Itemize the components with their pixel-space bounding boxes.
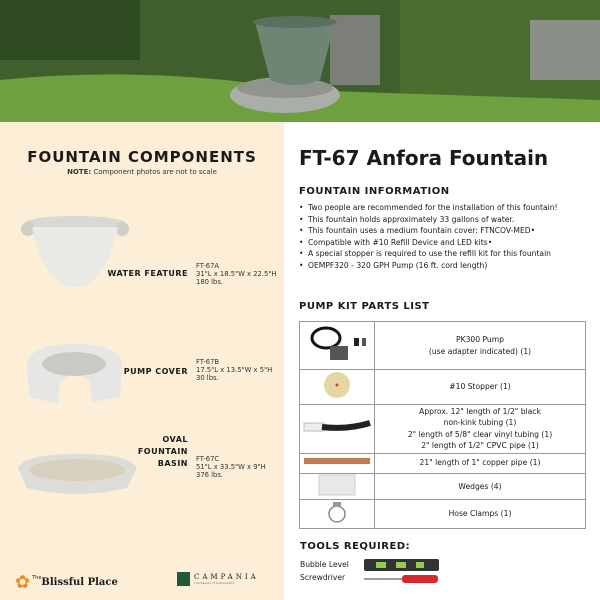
info-heading: FOUNTAIN INFORMATION — [299, 186, 450, 197]
note-text: Component photos are not to scale — [91, 168, 217, 176]
part-line: non-kink tubing (1) — [443, 418, 517, 427]
hose-clamp-image — [300, 500, 375, 529]
info-list — [299, 202, 599, 271]
table-row — [300, 473, 586, 500]
basin-label — [100, 434, 188, 470]
tool-item: Screwdriver — [300, 573, 346, 582]
tool-item: Bubble Level — [300, 560, 349, 569]
campania-mark-icon — [177, 572, 190, 586]
pump-image — [300, 322, 375, 370]
water-feature-dims: 31"L x 18.5"W x 22.5"H — [196, 270, 277, 278]
part-line: PK300 Pump — [456, 335, 504, 344]
basin-label-line: BASIN — [157, 459, 188, 468]
part-description: Wedges (4) — [375, 473, 586, 500]
info-item: • Compatible with #10 Refill Device and LED kits• — [299, 237, 599, 249]
part-description — [375, 404, 586, 453]
part-line: 2" length of 1/2" CPVC pipe (1) — [421, 441, 539, 450]
pump-cover-code: FT-67B — [196, 358, 220, 366]
campania-logo-text: CAMPANIA — [194, 573, 259, 581]
basin-weight: 376 lbs. — [196, 471, 224, 479]
info-item: • This fountain holds approximately 33 gallons of water. — [299, 214, 599, 226]
table-row — [300, 500, 586, 529]
table-row — [300, 453, 586, 473]
part-description: 21" length of 1" copper pipe (1) — [375, 453, 586, 473]
basin-dims: 51"L x 33.5"W x 9"H — [196, 463, 266, 471]
note-label: NOTE: — [67, 168, 92, 176]
blissful-logo-text: Blissful Place — [41, 577, 118, 588]
scale-note — [0, 168, 284, 176]
info-item: • This fountain uses a medium fountain cover: FTNCOV-MED• — [299, 225, 599, 237]
blissful-place-logo — [15, 572, 118, 593]
tools-list — [300, 558, 349, 584]
copper-pipe-image — [300, 453, 375, 473]
campania-logo — [177, 572, 259, 586]
water-feature-weight: 180 lbs. — [196, 278, 224, 286]
fountain-hero-photo — [0, 0, 600, 122]
pump-cover-dims: 17.5"L x 13.5"W x 5"H — [196, 366, 273, 374]
part-description — [375, 322, 586, 370]
info-item: • A special stopper is required to use the refill kit for this fountain — [299, 248, 599, 260]
table-row — [300, 404, 586, 453]
logo-prefix: The — [32, 575, 42, 581]
tools-heading: TOOLS REQUIRED: — [300, 541, 411, 552]
flower-icon: ✿ — [15, 572, 31, 593]
basin-code: FT-67C — [196, 455, 220, 463]
wedges-image — [300, 473, 375, 500]
table-row — [300, 322, 586, 370]
part-description: #10 Stopper (1) — [375, 370, 586, 405]
parts-heading: PUMP KIT PARTS LIST — [299, 301, 430, 312]
components-title: FOUNTAIN COMPONENTS — [27, 148, 257, 166]
part-line: Approx. 12" length of 1/2" black — [419, 406, 541, 416]
water-feature-label: WATER FEATURE — [107, 269, 188, 278]
basin-label-line: FOUNTAIN — [137, 447, 188, 456]
part-line: 2" length of 5/8" clear vinyl tubing (1) — [407, 429, 553, 439]
table-row — [300, 370, 586, 405]
info-item: • Two people are recommended for the installation of this fountain! — [299, 202, 569, 214]
garden-scene — [0, 0, 600, 122]
product-title: FT-67 Anfora Fountain — [299, 146, 549, 170]
info-item: • OEMPF320 - 320 GPH Pump (16 ft. cord length) — [299, 260, 599, 272]
water-feature-code: FT-67A — [196, 262, 220, 270]
product-info-panel — [284, 122, 600, 600]
part-line: (use adapter indicated) (1) — [428, 346, 532, 356]
basin-label-line: OVAL — [162, 435, 188, 444]
components-panel — [0, 122, 284, 600]
pump-cover-weight: 30 lbs. — [196, 374, 219, 382]
tubing-image — [300, 404, 375, 453]
tools-image — [362, 558, 442, 586]
stopper-image — [300, 370, 375, 405]
part-description: Hose Clamps (1) — [375, 500, 586, 529]
parts-table — [299, 321, 586, 529]
pump-cover-label: PUMP COVER — [123, 367, 188, 376]
campania-tagline: The Beauty of Authenticity — [194, 581, 235, 585]
